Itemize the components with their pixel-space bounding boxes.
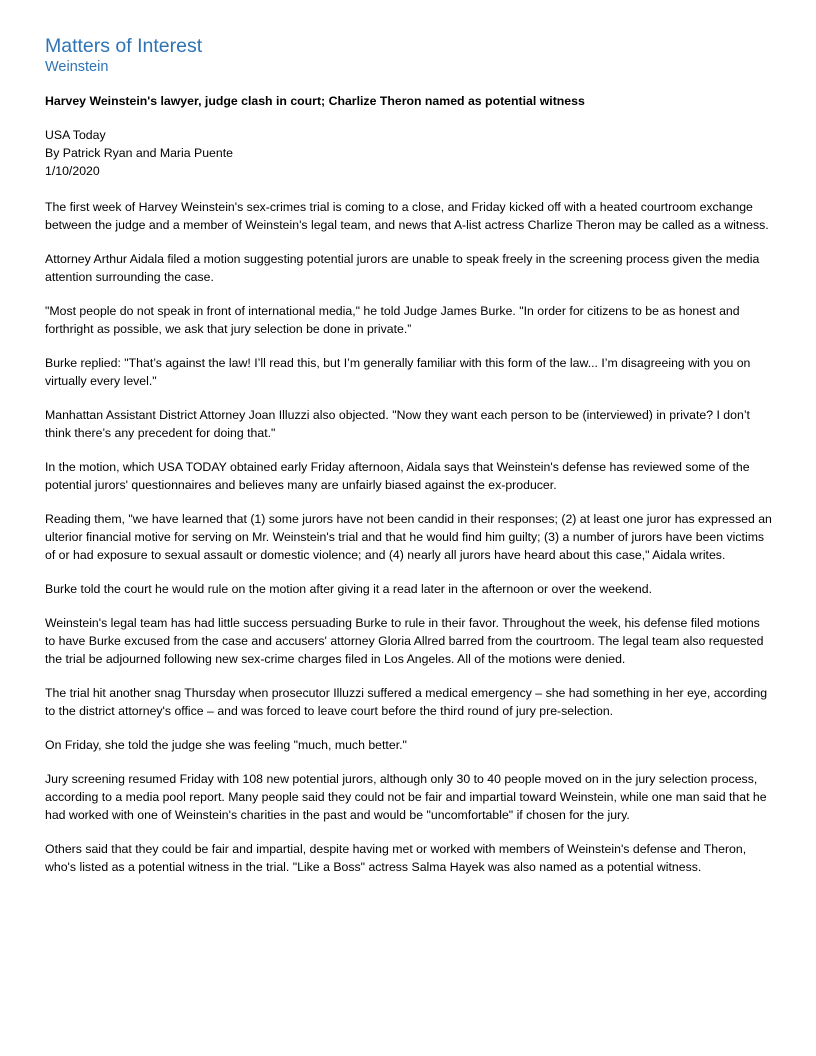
article-body [45, 198, 773, 876]
article-byline: By Patrick Ryan and Maria Puente [45, 146, 233, 160]
article-paragraph: "Most people do not speak in front of international media," he told Judge James Burke. "In order for citizens to be as honest and forthright as possible, we ask that jury selection be done in private.” [45, 304, 740, 336]
article-paragraph: Attorney Arthur Aidala filed a motion suggesting potential jurors are unable to speak freely in the screening process given the media attention surrounding the case. [45, 252, 760, 284]
article-meta [45, 126, 773, 180]
article-paragraph: Jury screening resumed Friday with 108 new potential jurors, although only 30 to 40 people moved on in the jury selection process, according to a media pool report. Many people said they could not be fair and impartial toward Weinstein, while one man said that he had worked with one of Weinstein's charities in the past and would be "uncomfortable" if chosen for the jury. [45, 772, 767, 822]
article-paragraph: On Friday, she told the judge she was feeling "much, much better." [45, 738, 407, 752]
article-paragraph: Others said that they could be fair and impartial, despite having met or worked with members of Weinstein's defense and Theron, who's listed as a potential witness in the trial. "Like a Boss" actress Salma Hayek was also named as a potential witness. [45, 842, 747, 874]
article-paragraph: Reading them, "we have learned that (1) some jurors have not been candid in their responses; (2) at least one juror has expressed an ulterior financial motive for serving on Mr. Weinstein's trial and that he would find him guilty; (3) a number of jurors have been victims of or had exposure to sexual assault or domestic violence; and (4) nearly all jurors have heard about this case," Aidala writes. [45, 512, 772, 562]
article-paragraph: Burke replied: "That’s against the law! I’ll read this, but I’m generally familiar with this form of the law... I’m disagreeing with you on virtually every level." [45, 356, 751, 388]
page-title: Matters of Interest [45, 35, 203, 57]
article-source: USA Today [45, 128, 106, 142]
document-page [45, 34, 773, 892]
article-paragraph: In the motion, which USA TODAY obtained early Friday afternoon, Aidala says that Weinstein's defense has reviewed some of the potential jurors' questionnaires and believes many are unfairly biased against the ex-producer. [45, 460, 750, 492]
article-paragraph: The trial hit another snag Thursday when prosecutor Illuzzi suffered a medical emergency – she had something in her eye, according to the district attorney's office – and was forced to leave court before the third round of jury pre-selection. [45, 686, 768, 718]
page-subtitle: Weinstein [45, 59, 109, 75]
article-headline: Harvey Weinstein's lawyer, judge clash in court; Charlize Theron named as potential witness [45, 94, 585, 108]
article-paragraph: Weinstein's legal team has had little success persuading Burke to rule in their favor. Throughout the week, his defense filed motions to have Burke excused from the case and accusers' attorney Gloria Allred barred from the courtroom. The legal team also requested the trial be adjourned following new sex-crime charges filed in Los Angeles. All of the motions were denied. [45, 616, 764, 666]
article-paragraph: Burke told the court he would rule on the motion after giving it a read later in the afternoon or over the weekend. [45, 582, 653, 596]
article-paragraph: The first week of Harvey Weinstein's sex-crimes trial is coming to a close, and Friday kicked off with a heated courtroom exchange between the judge and a member of Weinstein's legal team, and news that A-list actress Charlize Theron may be called as a witness. [45, 200, 769, 232]
article-date: 1/10/2020 [45, 164, 100, 178]
article-paragraph: Manhattan Assistant District Attorney Joan Illuzzi also objected. "Now they want each person to be (interviewed) in private? I don’t think there’s any precedent for doing that." [45, 408, 750, 440]
